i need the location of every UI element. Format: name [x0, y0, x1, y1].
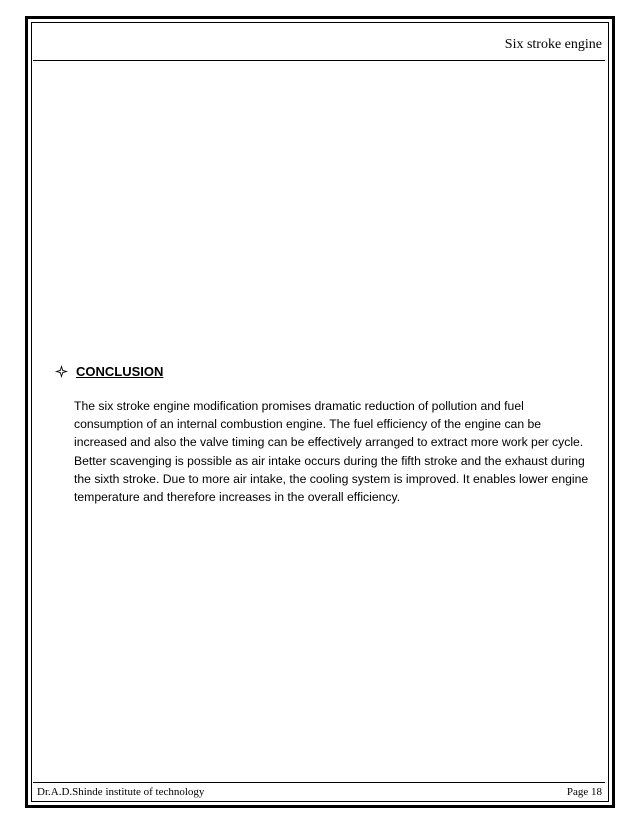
section-paragraph: The six stroke engine modification promises dramatic reduction of pollution and fuel consumption of an internal combustion engine. The fuel efficiency of the engine can be increased and also the valve timing can be effectively arranged to extract more work per cycle. Better scavenging is possible as air intake occurs during the fifth stroke and the exhaust during the sixth stroke. Due to more air intake, the cooling system is improved. It enables lower engine temperature and therefore increases in the overall efficiency.	[74, 399, 589, 505]
diamond-bullet-icon	[55, 365, 68, 378]
header-divider	[33, 60, 605, 61]
footer-page-number: Page 18	[566, 786, 602, 798]
footer-divider	[33, 782, 605, 783]
section-heading-text: CONCLUSION	[76, 363, 164, 379]
footer-institute: Dr.A.D.Shinde institute of technology	[37, 786, 205, 798]
header-title: Six stroke engine	[504, 37, 602, 52]
conclusion-section	[55, 362, 595, 506]
section-heading	[55, 362, 595, 380]
